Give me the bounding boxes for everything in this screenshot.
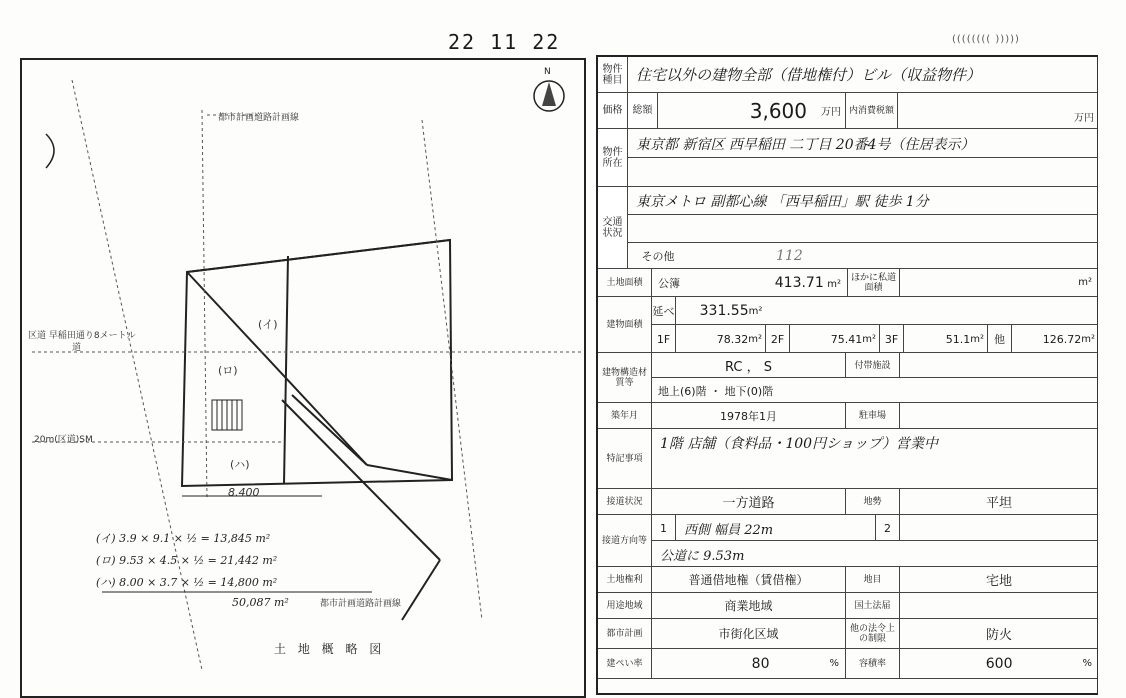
tax-label: 内消費税額 bbox=[846, 93, 898, 128]
road1-value: 西側 幅員 22m bbox=[676, 515, 876, 541]
bcr-value: 80 bbox=[751, 655, 770, 672]
row-road-status bbox=[598, 489, 1097, 515]
floor-1f-label: 1F bbox=[652, 325, 676, 353]
left-road-sub: 道 bbox=[72, 343, 82, 353]
area-calc-3: (ハ) 8.00 × 3.7 × ½ = 14,800 m² bbox=[96, 576, 278, 589]
row-location bbox=[598, 129, 1097, 187]
location-value: 東京都 新宿区 西早稲田 二丁目 20番4号（住居表示） bbox=[636, 136, 975, 153]
floor-other-unit: m² bbox=[1081, 333, 1095, 345]
price-label: 価格 bbox=[598, 93, 628, 128]
structure-label: 建物構造材質等 bbox=[598, 353, 652, 402]
row-property-type bbox=[598, 57, 1097, 93]
row-land-right bbox=[598, 567, 1097, 593]
land-area-label: 土地面積 bbox=[598, 269, 652, 296]
city-plan-label: 都市計画 bbox=[598, 619, 652, 648]
total-floor-unit: m² bbox=[748, 305, 763, 317]
row-road-direction bbox=[598, 515, 1097, 567]
dimension-bottom: 8.400 bbox=[228, 486, 260, 499]
floor-1f-value: 78.32 bbox=[716, 332, 749, 346]
fax-date: 22 11 22 bbox=[448, 30, 561, 54]
floor-3f-value: 51.1 bbox=[945, 332, 971, 346]
building-area-label: 建物面積 bbox=[598, 297, 652, 352]
property-type-value: 住宅以外の建物全部（借地権付）ビル（収益物件） bbox=[636, 66, 982, 84]
other-law-label: 他の法令上の制限 bbox=[846, 619, 900, 648]
other-value: 112 bbox=[776, 248, 803, 264]
area-calc-1: (イ) 3.9 × 9.1 × ½ = 13,845 m² bbox=[96, 532, 271, 545]
total-price-unit: 万円 bbox=[821, 107, 841, 118]
row-price bbox=[598, 93, 1097, 129]
city-plan-value: 市街化区域 bbox=[652, 619, 846, 648]
left-side-label: 20m(区道)SM bbox=[34, 435, 93, 445]
land-right-label: 土地権利 bbox=[598, 567, 652, 592]
land-area-value: 413.71 bbox=[774, 274, 824, 291]
region-ro-label: (ロ) bbox=[218, 364, 238, 377]
remarks-value: 1階 店舗（食料品・100円ショップ）営業中 bbox=[660, 436, 938, 452]
built-value: 1978年1月 bbox=[652, 403, 846, 428]
row-coverage bbox=[598, 649, 1097, 679]
terrain-label: 地勢 bbox=[846, 489, 900, 514]
region-ha-label: (ハ) bbox=[230, 458, 250, 471]
floor-2f-value: 75.41 bbox=[830, 332, 863, 346]
area-calc-2: (ロ) 9.53 × 4.5 × ½ = 21,442 m² bbox=[96, 554, 278, 567]
row-remarks bbox=[598, 429, 1097, 489]
far-unit: % bbox=[1082, 658, 1092, 669]
row-traffic bbox=[598, 187, 1097, 269]
private-road-unit: m² bbox=[1078, 277, 1092, 288]
remarks-label: 特記事項 bbox=[598, 429, 652, 488]
svg-text:N: N bbox=[544, 67, 551, 77]
land-area-kind: 公簿 bbox=[658, 276, 680, 290]
row-structure bbox=[598, 353, 1097, 403]
land-cat-label: 地目 bbox=[846, 567, 900, 592]
region-i-label: (イ) bbox=[258, 318, 278, 331]
road1-no: 1 bbox=[652, 515, 676, 541]
total-floor-value: 331.55 bbox=[699, 303, 749, 319]
row-use-zone bbox=[598, 593, 1097, 619]
left-road-label: 区道 早稲田通り8メートル bbox=[28, 331, 136, 341]
road-status-label: 接道状況 bbox=[598, 489, 652, 514]
land-cat-value: 宅地 bbox=[985, 574, 1012, 589]
terrain-value: 平坦 bbox=[985, 496, 1012, 511]
road-dir-label: 接道方向等 bbox=[598, 515, 652, 566]
floor-3f-label: 3F bbox=[880, 325, 904, 353]
road2-no: 2 bbox=[876, 515, 900, 541]
floor-other-label: 他 bbox=[988, 325, 1012, 353]
row-city-plan bbox=[598, 619, 1097, 649]
sketch-drawing bbox=[22, 60, 584, 696]
national-law-label: 国土法届 bbox=[846, 593, 900, 618]
total-price-value: 3,600 bbox=[749, 98, 807, 123]
property-type-label: 物件種目 bbox=[598, 57, 628, 92]
structure-floors: 地上(6)階 ・ 地下(0)階 bbox=[658, 384, 774, 398]
traffic-value: 東京メトロ 副都心線 「西早稲田」駅 徒歩 1分 bbox=[636, 194, 929, 210]
floor-2f-label: 2F bbox=[766, 325, 790, 353]
total-label: 総額 bbox=[628, 93, 658, 128]
total-floor-label: 延べ bbox=[652, 297, 676, 325]
built-label: 築年月 bbox=[598, 403, 652, 428]
row-building-area bbox=[598, 297, 1097, 353]
far-value: 600 bbox=[985, 655, 1013, 672]
use-zone-label: 用途地域 bbox=[598, 593, 652, 618]
tax-unit: 万円 bbox=[1074, 113, 1094, 124]
road-status-value: 一方道路 bbox=[652, 489, 846, 514]
private-road-label: ほかに私道面積 bbox=[848, 269, 900, 296]
floor-other-value: 126.72 bbox=[1042, 332, 1082, 346]
other-law-value: 防火 bbox=[985, 628, 1012, 643]
land-area-unit: m² bbox=[827, 278, 841, 290]
floor-3f-unit: m² bbox=[970, 333, 984, 345]
bcr-label: 建ぺい率 bbox=[598, 649, 652, 678]
floor-2f-unit: m² bbox=[862, 333, 876, 345]
property-info-sheet bbox=[596, 55, 1098, 695]
structure-value: RC ， S bbox=[652, 353, 846, 378]
attached-label: 付帯施設 bbox=[846, 353, 900, 378]
row-land-area bbox=[598, 269, 1097, 297]
map-title: 土 地 概 略 図 bbox=[274, 642, 386, 656]
road-public: 公道に 9.53m bbox=[660, 548, 745, 564]
corner-stamp: (((((((( ))))) bbox=[952, 34, 1020, 45]
floor-1f-unit: m² bbox=[748, 333, 762, 345]
land-sketch-map bbox=[20, 58, 586, 698]
bcr-unit: % bbox=[829, 658, 839, 669]
bottom-road-label: 都市計画道路計画線 bbox=[320, 599, 402, 609]
traffic-label: 交通状況 bbox=[598, 187, 628, 268]
location-label: 物件所在 bbox=[598, 129, 628, 186]
area-calc-total: 50,087 m² bbox=[232, 596, 289, 609]
far-label: 容積率 bbox=[846, 649, 900, 678]
land-right-value: 普通借地権（賃借権） bbox=[652, 567, 846, 592]
north-arrow-icon bbox=[534, 67, 564, 111]
use-zone-value: 商業地域 bbox=[652, 593, 846, 618]
top-road-label: 都市計画道路計画線 bbox=[218, 113, 300, 123]
parking-label: 駐車場 bbox=[846, 403, 900, 428]
row-built bbox=[598, 403, 1097, 429]
other-label: その他 bbox=[641, 250, 675, 263]
